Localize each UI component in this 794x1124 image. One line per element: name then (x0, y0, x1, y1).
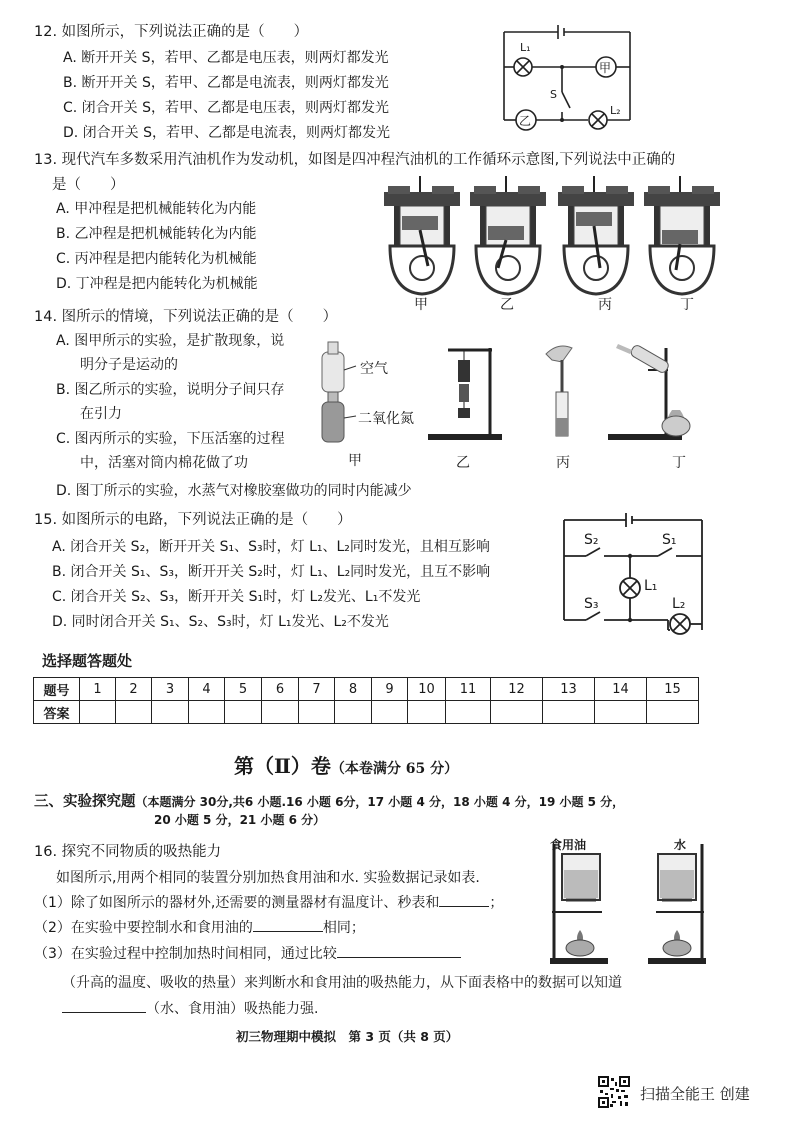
answer-number-cell: 12 (491, 678, 543, 701)
q15-option-a: A. 闭合开关 S₂，断开开关 S₁、S₃时，灯 L₁、L₂同时发光，且相互影响 (52, 539, 490, 555)
q12-option-a: A. 断开开关 S，若甲、乙都是电压表，则两灯都发光 (63, 50, 389, 66)
answer-number-cell: 6 (262, 678, 299, 701)
q16-blank-1[interactable] (439, 893, 489, 907)
q15-l2-label: L₂ (672, 596, 686, 612)
qr-code-icon (598, 1076, 630, 1108)
answer-number-cell: 5 (225, 678, 262, 701)
q13-label-ding: 丁 (680, 297, 694, 313)
answer-number-cell: 9 (372, 678, 408, 701)
q13-option-c: C. 丙冲程是把内能转化为机械能 (56, 251, 257, 267)
q12-yi-label: 乙 (519, 114, 532, 128)
q16-part-2-end: 相同； (322, 920, 365, 936)
q16-part-3-line-3 (62, 998, 318, 1018)
q14-experiments-figure (318, 338, 718, 470)
q15-s1-label: S₁ (662, 532, 677, 548)
q16-apparatus-figure (540, 830, 720, 970)
answer-table-answer-row (34, 701, 699, 724)
q14-label-jia: 甲 (348, 453, 362, 469)
q14-option-a-cont: 明分子是运动的 (80, 357, 178, 373)
answer-cell[interactable] (372, 701, 408, 724)
q15-stem: 15. 如图所示的电路，下列说法正确的是（ ） (34, 512, 352, 528)
answer-cell[interactable] (152, 701, 189, 724)
answer-row-header-answer: 答案 (34, 701, 80, 724)
answer-number-cell: 1 (80, 678, 116, 701)
q13-label-jia: 甲 (414, 297, 428, 313)
q16-part-3-line-3-text: （水、食用油）吸热能力强. (146, 1001, 319, 1017)
q13-label-bing: 丙 (598, 297, 612, 313)
section-3-note-2 (154, 811, 325, 828)
answer-cell[interactable] (446, 701, 491, 724)
q14-label-bing: 丙 (556, 455, 570, 471)
q14-stem: 14. 图所示的情境，下列说法正确的是（ ） (34, 309, 338, 325)
q13-option-d: D. 丁冲程是把内能转化为机械能 (56, 276, 258, 292)
q16-water-label: 水 (674, 838, 687, 852)
section-3-heading (34, 790, 624, 811)
q16-blank-2[interactable] (253, 918, 323, 932)
q16-part-3-text: （3）在实验过程中控制加热时间相同，通过比较 (34, 946, 337, 962)
q12-jia-label: 甲 (599, 61, 612, 75)
q14-option-d: D. 图丁所示的实验，水蒸气对橡胶塞做功的同时内能减少 (56, 483, 412, 499)
q13-stem-2: 是（ ） (52, 177, 125, 193)
answer-cell[interactable] (80, 701, 116, 724)
q12-l1-label: L₁ (520, 41, 531, 54)
q13-engine-figure (380, 176, 720, 313)
q15-option-d: D. 同时闭合开关 S₁、S₂、S₃时，灯 L₁发光、L₂不发光 (52, 614, 389, 630)
q16-part-1-end: ； (489, 895, 504, 911)
answer-number-cell: 2 (116, 678, 152, 701)
answer-row-header-number: 题号 (34, 678, 80, 701)
q16-part-3-line-2: （升高的温度、吸收的热量）来判断水和食用油的吸热能力，从下面表格中的数据可以知道 (62, 975, 622, 991)
q15-option-b: B. 闭合开关 S₁、S₃，断开开关 S₂时，灯 L₁、L₂同时发光，且互不影响 (52, 564, 491, 580)
q15-s2-label: S₂ (584, 532, 599, 548)
page-footer: 初三物理期中模拟 第 3 页（共 8 页） (236, 1029, 459, 1044)
q16-oil-label: 食用油 (550, 838, 587, 852)
q14-option-b-cont: 在引力 (80, 406, 122, 422)
q13-option-a: A. 甲冲程是把机械能转化为内能 (56, 201, 257, 217)
answer-number-cell: 8 (335, 678, 372, 701)
scanner-watermark-text: 扫描全能王 创建 (640, 1085, 750, 1103)
answer-cell[interactable] (647, 701, 699, 724)
q16-part-3 (34, 943, 461, 963)
q16-part-1-text: （1）除了如图所示的器材外,还需要的测量器材有温度计、秒表和 (34, 895, 440, 911)
q12-stem: 12. 如图所示，下列说法正确的是（ ） (34, 24, 309, 40)
q16-part-2 (34, 917, 365, 937)
q16-blank-3[interactable] (337, 944, 461, 958)
q16-part-1 (34, 892, 503, 912)
answer-table-number-row (34, 678, 699, 701)
answer-cell[interactable] (262, 701, 299, 724)
q14-no2-label: 二氧化氮 (358, 411, 414, 427)
answer-table (33, 677, 699, 724)
volume-2-heading (234, 750, 458, 779)
q12-option-c: C. 闭合开关 S，若甲、乙都是电压表，则两灯都发光 (63, 100, 390, 116)
answer-number-cell: 10 (408, 678, 446, 701)
q14-option-c: C. 图丙所示的实验，下压活塞的过程 (56, 431, 285, 447)
q16-intro: 如图所示,用两个相同的装置分别加热食用油和水. 实验数据记录如表. (56, 870, 480, 886)
q13-label-yi: 乙 (500, 297, 514, 313)
answer-number-cell: 13 (543, 678, 595, 701)
answer-cell[interactable] (225, 701, 262, 724)
answer-number-cell: 14 (595, 678, 647, 701)
q14-label-ding: 丁 (672, 455, 686, 471)
q15-option-c: C. 闭合开关 S₂、S₃，断开开关 S₁时，灯 L₂发光、L₁不发光 (52, 589, 421, 605)
answer-number-cell: 11 (446, 678, 491, 701)
answer-number-cell: 15 (647, 678, 699, 701)
answer-number-cell: 4 (189, 678, 225, 701)
section-3-note: （本题满分 30分,共6 小题.16 小题 6分，17 小题 4 分，18 小题 4 分，19 小题 5 分， (135, 795, 625, 809)
q16-stem: 16. 探究不同物质的吸热能力 (34, 844, 222, 860)
q12-l2-label: L₂ (610, 104, 621, 117)
answer-number-cell: 7 (299, 678, 335, 701)
q15-l1-label: L₁ (644, 578, 658, 594)
q16-blank-4[interactable] (62, 999, 146, 1013)
answer-cell[interactable] (491, 701, 543, 724)
q15-circuit-figure (558, 510, 710, 638)
answer-cell[interactable] (543, 701, 595, 724)
q14-option-c-cont: 中，活塞对筒内棉花做了功 (80, 455, 248, 471)
section-3-title: 三、实验探究题 (34, 794, 136, 810)
q14-option-b: B. 图乙所示的实验，说明分子间只存 (56, 382, 285, 398)
volume-2-note: （本卷满分 65 分） (330, 761, 459, 777)
answer-cell[interactable] (595, 701, 647, 724)
q16-part-2-text: （2）在实验中要控制水和食用油的 (34, 920, 253, 936)
answer-number-cell: 3 (152, 678, 189, 701)
section-3-note-2-text: 20 小题 5 分，21 小题 6 分） (154, 813, 326, 827)
q14-option-a: A. 图甲所示的实验，是扩散现象，说 (56, 333, 285, 349)
q12-option-d: D. 闭合开关 S，若甲、乙都是电流表，则两灯都发光 (63, 125, 391, 141)
answer-cell[interactable] (299, 701, 335, 724)
q12-option-b: B. 断开开关 S，若甲、乙都是电流表，则两灯都发光 (63, 75, 389, 91)
q12-s-label: S (550, 88, 557, 101)
answer-cell[interactable] (189, 701, 225, 724)
answer-cell[interactable] (116, 701, 152, 724)
q12-circuit-figure (498, 22, 636, 134)
answer-sheet-title: 选择题答题处 (42, 652, 133, 670)
answer-cell[interactable] (335, 701, 372, 724)
answer-cell[interactable] (408, 701, 446, 724)
q13-stem: 13. 现代汽车多数采用汽油机作为发动机，如图是四冲程汽油机的工作循环示意图,下列说法中正确的 (34, 152, 676, 168)
q14-label-yi: 乙 (456, 455, 470, 471)
q13-option-b: B. 乙冲程是把机械能转化为内能 (56, 226, 257, 242)
volume-2-title: 第（Ⅱ）卷 (234, 754, 331, 778)
q15-s3-label: S₃ (584, 596, 599, 612)
q14-air-label: 空气 (360, 361, 388, 377)
